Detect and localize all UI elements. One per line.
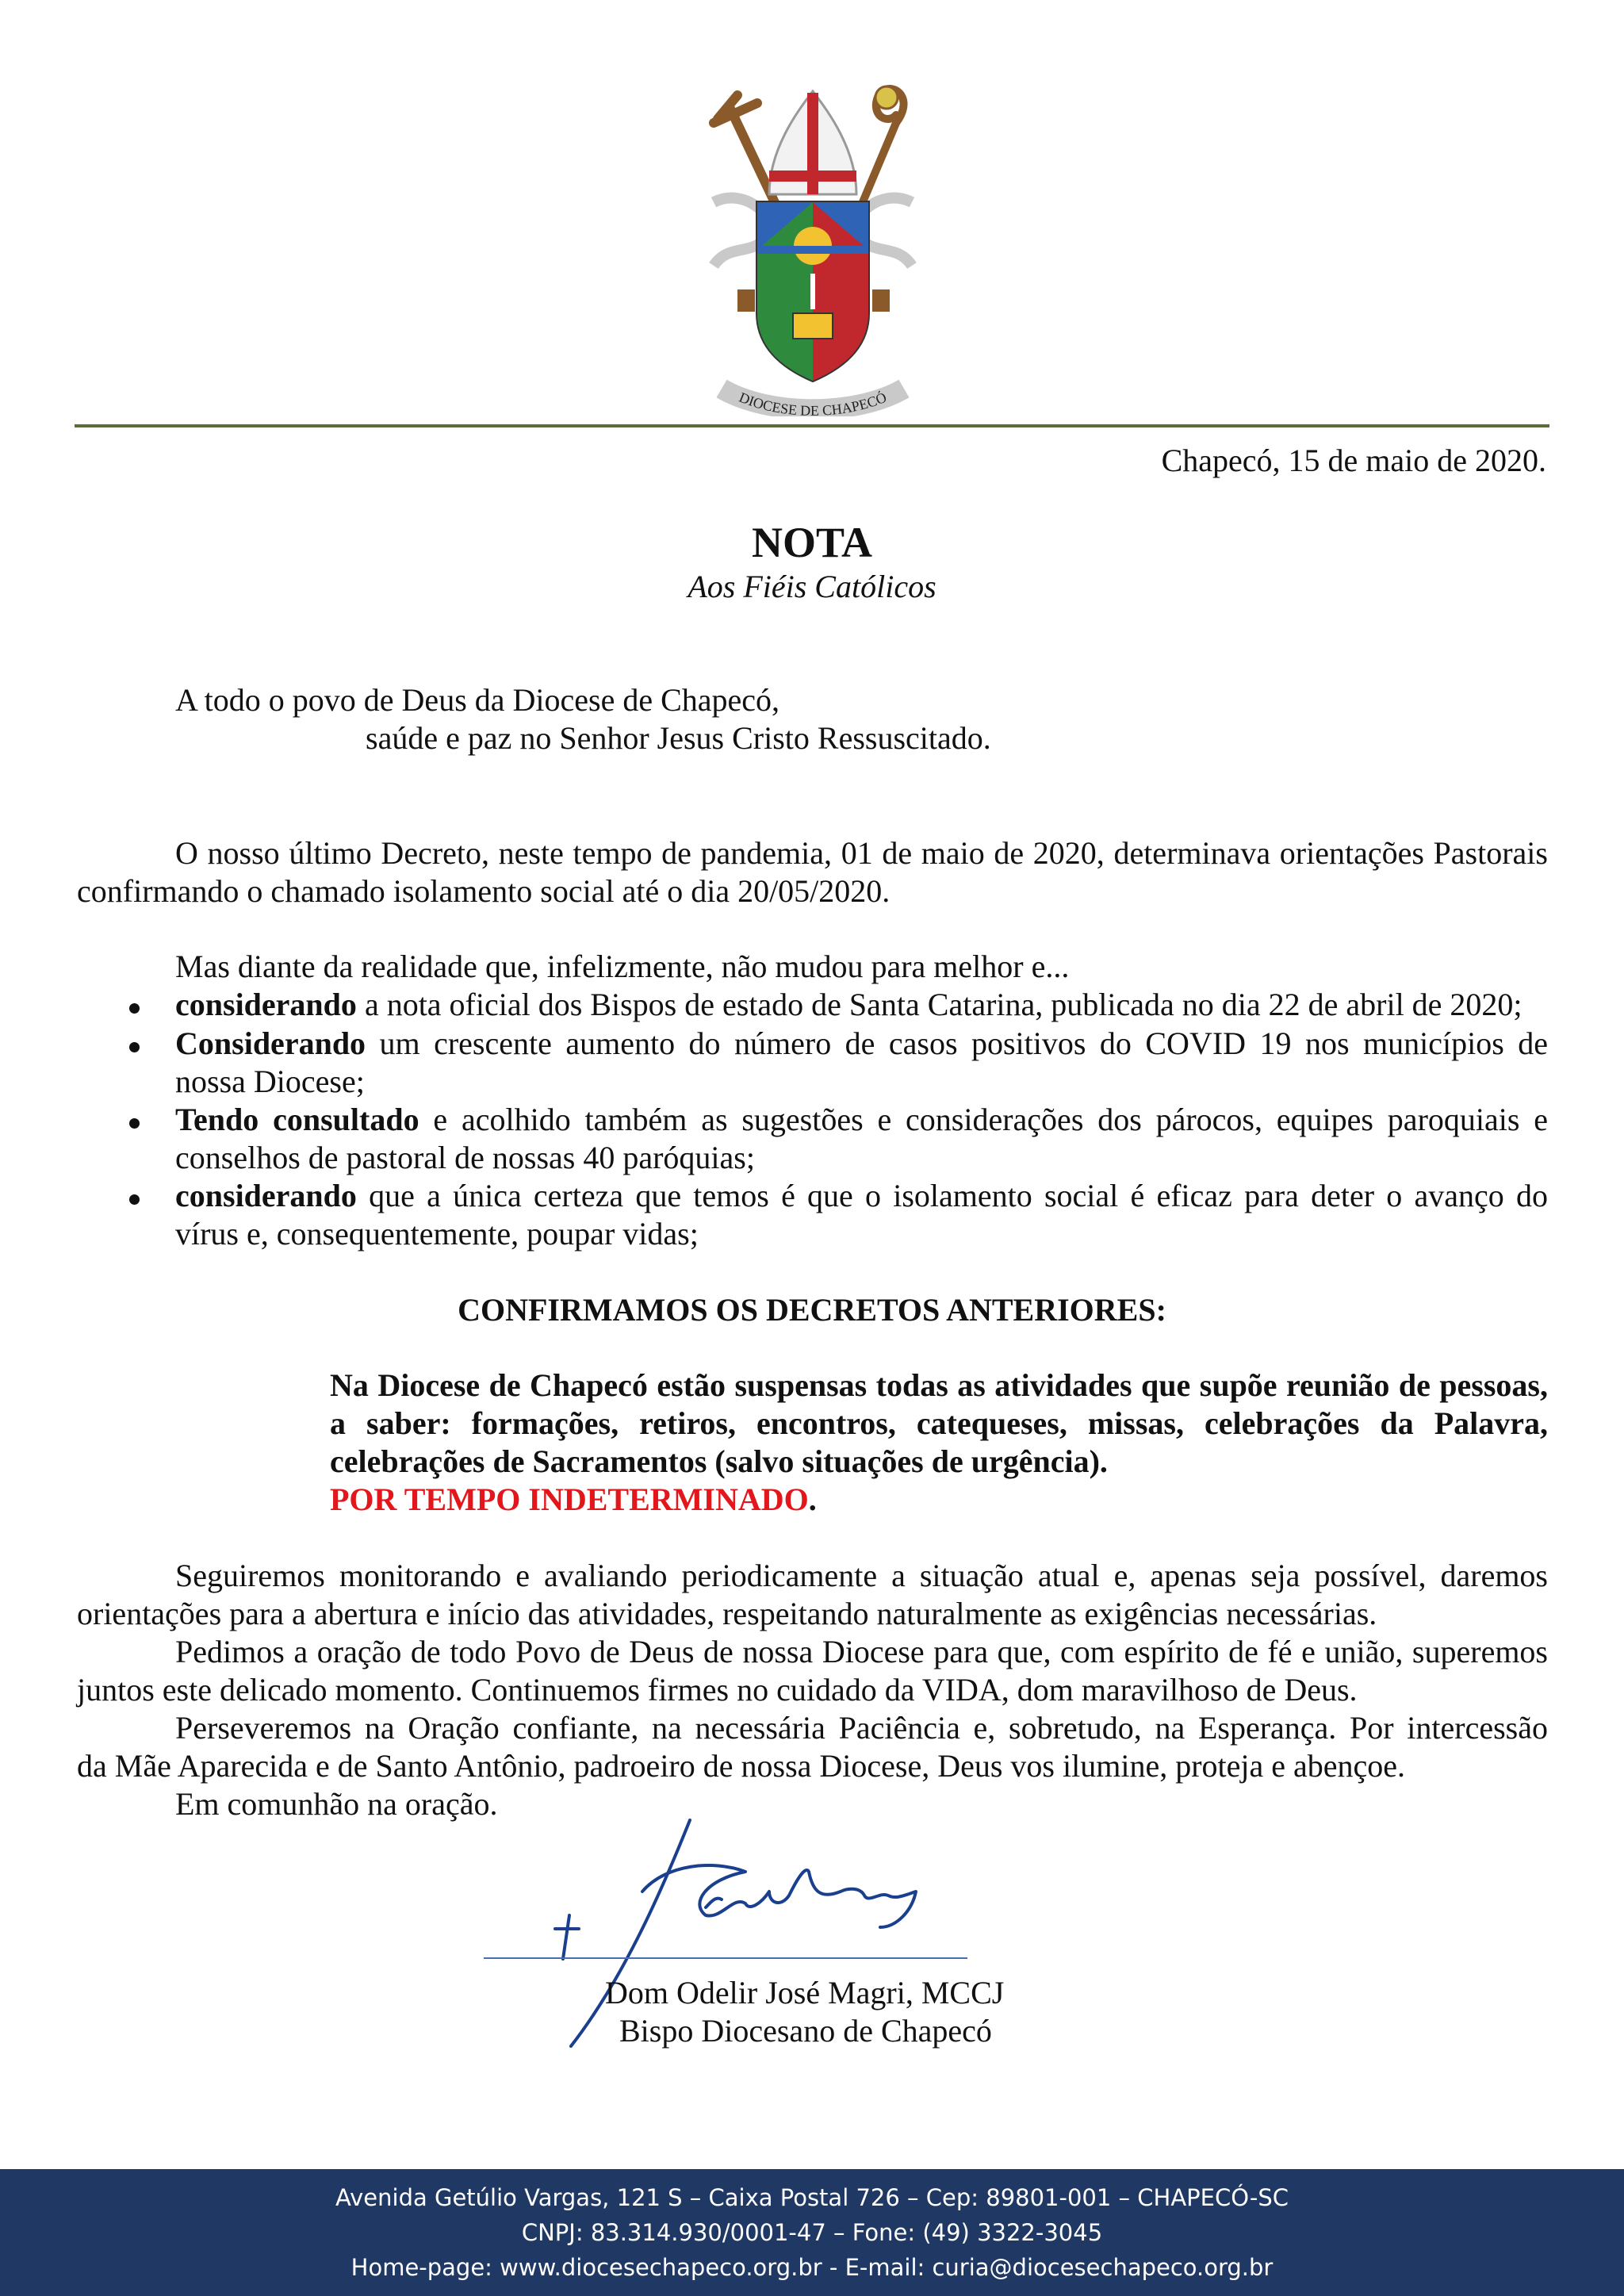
bullet-4-line-2: vírus e, consequentemente, poupar vidas; (175, 1216, 699, 1251)
greeting-line-2: saúde e paz no Senhor Jesus Cristo Ressuscitado. (366, 720, 991, 756)
footer-cnpj-phone: CNPJ: 83.314.930/0001-47 – Fone: (49) 3322-3045 (521, 2219, 1103, 2246)
bullet-dot (129, 1194, 140, 1205)
closing-2-line-1: Pedimos a oração de todo Povo de Deus de nossa Diocese para que, com espírito de fé e união, superemos (175, 1634, 1548, 1669)
closing-1-line-2: orientações para a abertura e início das atividades, respeitando naturalmente as exigências necessárias. (77, 1596, 1377, 1631)
closing-3-line-1: Perseveremos na Oração confiante, na necessária Paciência e, sobretudo, na Esperança. Por intercessão (175, 1710, 1548, 1746)
closing-2-line-2: juntos este delicado momento. Continuemos firmes no cuidado da VIDA, dom maravilhoso de Deus. (77, 1672, 1358, 1708)
confirm-heading: CONFIRMAMOS OS DECRETOS ANTERIORES: (458, 1292, 1166, 1328)
signature-line (484, 1957, 967, 1959)
date-line: Chapecó, 15 de maio de 2020. (1161, 443, 1546, 478)
diocese-crest (682, 75, 944, 416)
page-subtitle: Aos Fiéis Católicos (688, 569, 936, 604)
footer-address: Avenida Getúlio Vargas, 121 S – Caixa Postal 726 – Cep: 89801-001 – CHAPECÓ-SC (335, 2184, 1289, 2211)
footer-band (0, 2169, 1624, 2296)
bullet-2-line-2: nossa Diocese; (175, 1064, 365, 1099)
intro-line: Mas diante da realidade que, infelizmente, não mudou para melhor e... (175, 949, 1070, 984)
decree-line-2: a saber: formações, retiros, encontros, catequeses, missas, celebrações da Palavra, (330, 1405, 1548, 1441)
indeterminate-notice: POR TEMPO INDETERMINADO (330, 1481, 809, 1517)
signatory-role: Bispo Diocesano de Chapecó (619, 2013, 992, 2049)
paragraph-1-line-2: confirmando o chamado isolamento social até o dia 20/05/2020. (77, 873, 891, 909)
decree-line-3: celebrações de Sacramentos (salvo situações de urgência). (330, 1443, 1108, 1479)
greeting-line-1: A todo o povo de Deus da Diocese de Chapecó, (175, 682, 780, 718)
bullet-3-line-2: conselhos de pastoral de nossas 40 paróquias; (175, 1140, 755, 1175)
bullet-dot (129, 1118, 140, 1129)
bullet-dot (129, 1003, 140, 1014)
crest-icon (682, 75, 944, 416)
paragraph-1-line-1: O nosso último Decreto, neste tempo de pandemia, 01 de maio de 2020, determinava orientações Pastorais (175, 835, 1548, 871)
bullet-2-line-1: Considerando um crescente aumento do número de casos positivos do COVID 19 nos municípios de (175, 1025, 1548, 1061)
closing-4: Em comunhão na oração. (175, 1786, 498, 1822)
bullet-3-line-1: Tendo consultado e acolhido também as sugestões e considerações dos párocos, equipes paroquiais e (175, 1102, 1549, 1137)
decree-line-4: POR TEMPO INDETERMINADO. (330, 1481, 817, 1517)
bullet-1-line-1: considerando a nota oficial dos Bispos de estado de Santa Catarina, publicada no dia 22 de abril de 2020; (175, 987, 1522, 1022)
closing-1-line-1: Seguiremos monitorando e avaliando periodicamente a situação atual e, apenas seja possível, daremos (175, 1558, 1548, 1593)
crest-ribbon-text: DIOCESE DE CHAPECÓ (737, 389, 889, 416)
page-title: NOTA (751, 519, 872, 566)
signatory-name: Dom Odelir José Magri, MCCJ (605, 1975, 1005, 2010)
bullet-4-line-1: considerando que a única certeza que temos é que o isolamento social é eficaz para deter o avanço do (175, 1178, 1548, 1213)
closing-3-line-2: da Mãe Aparecida e de Santo Antônio, padroeiro de nossa Diocese, Deus vos ilumine, proteja e abençoe. (77, 1748, 1406, 1784)
footer-web-email: Home-page: www.diocesechapeco.org.br - E-mail: curia@diocesechapeco.org.br (350, 2254, 1274, 2281)
header-divider (75, 424, 1549, 427)
bullet-dot (129, 1042, 140, 1052)
decree-line-1: Na Diocese de Chapecó estão suspensas todas as atividades que supõe reunião de pessoas, (330, 1367, 1548, 1403)
